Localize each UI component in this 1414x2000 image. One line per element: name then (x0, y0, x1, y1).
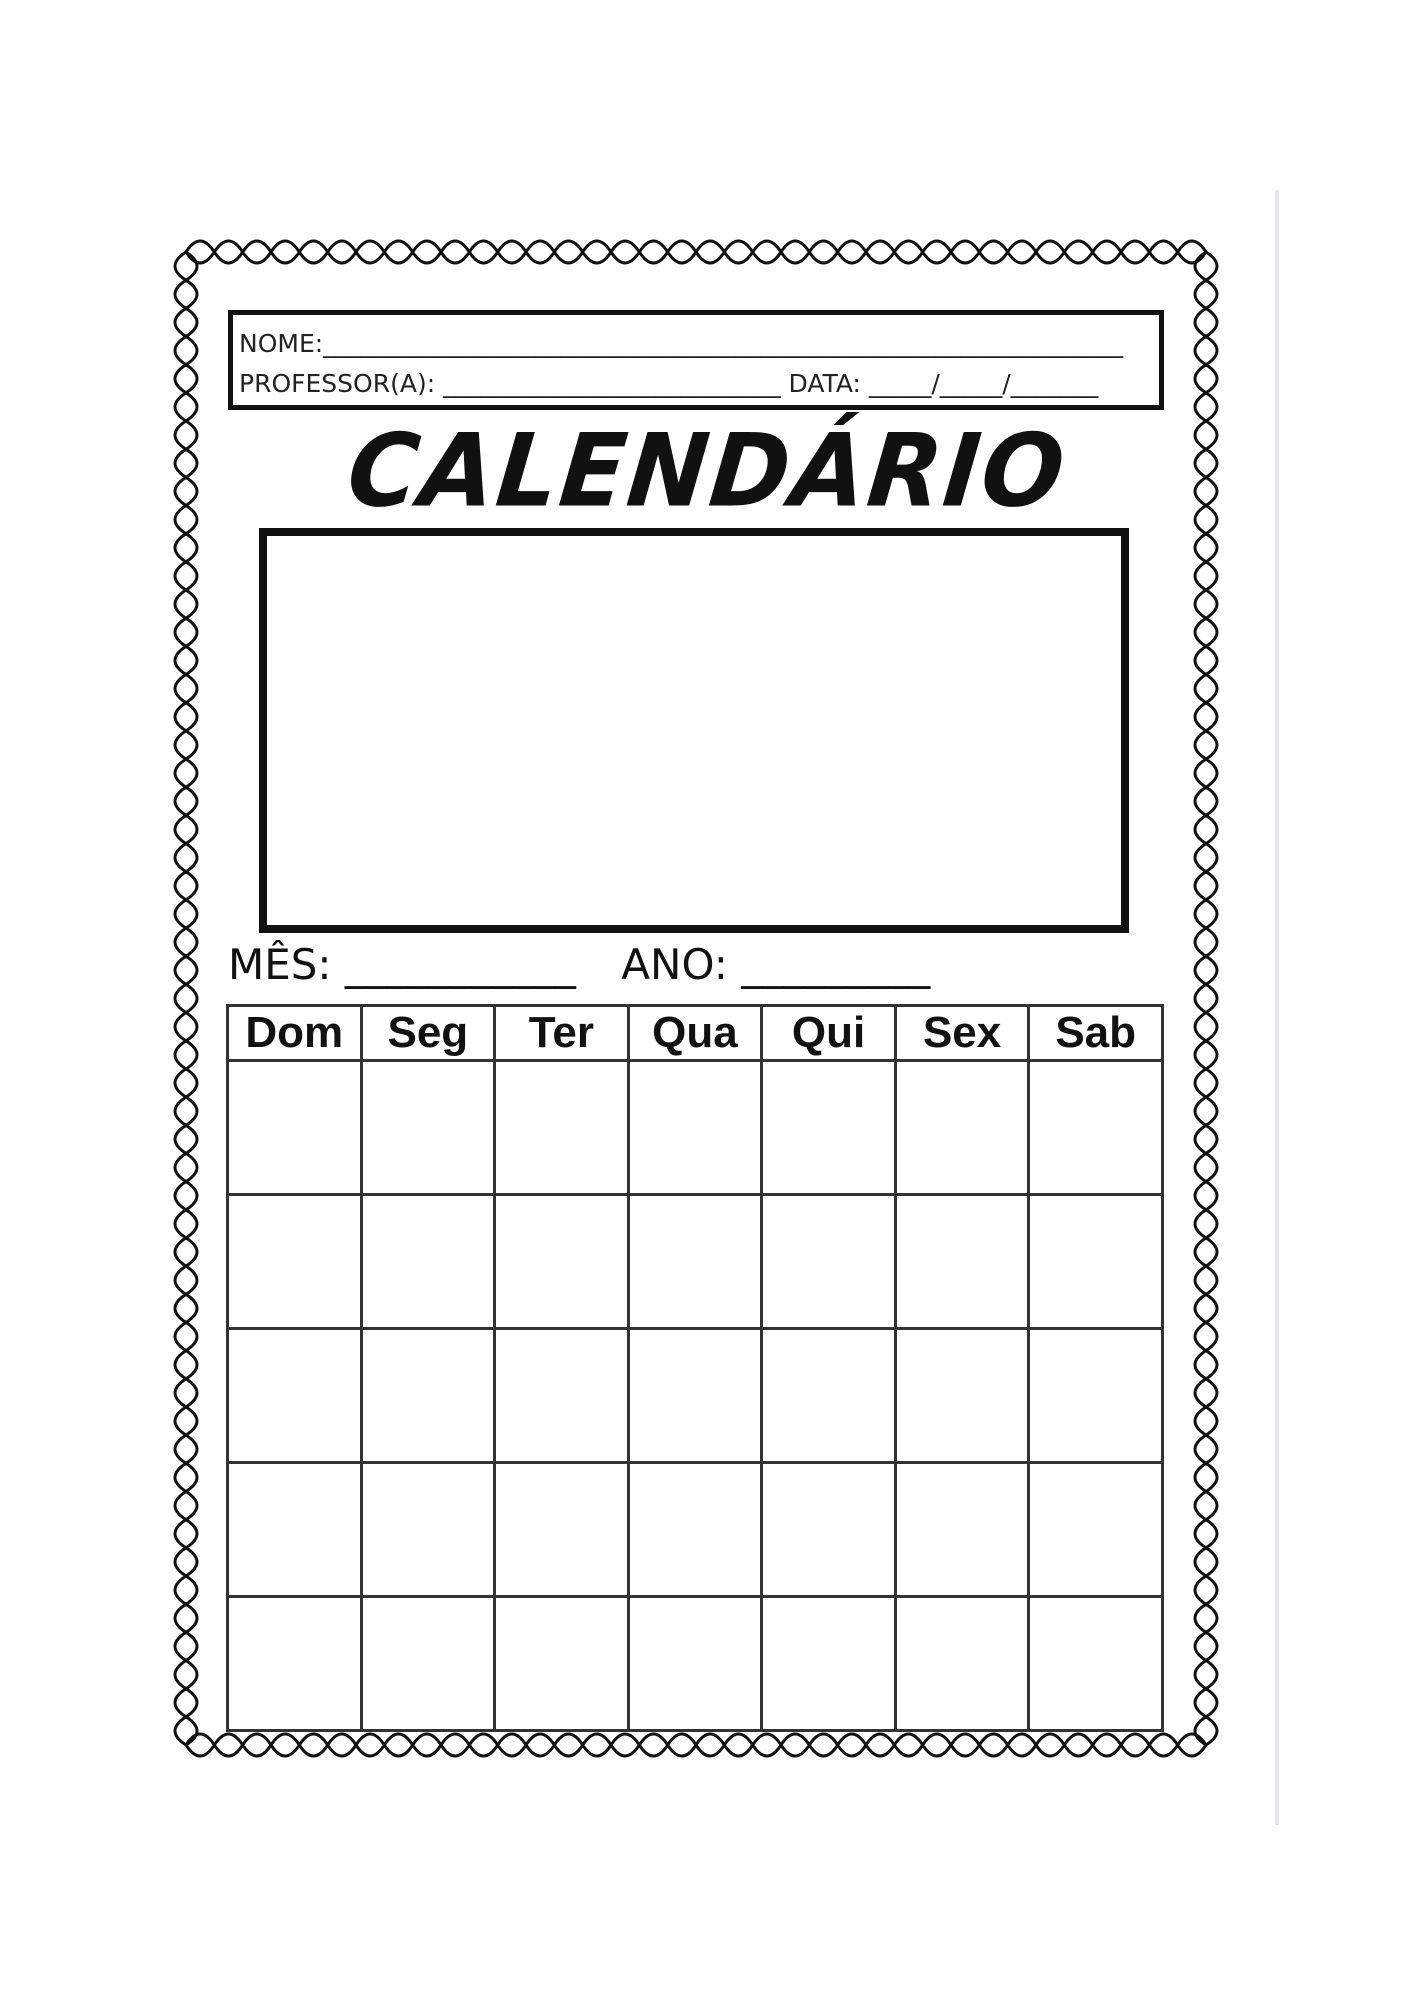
day-cell[interactable] (895, 1329, 1029, 1463)
weekday-header: Ter (495, 1006, 629, 1061)
day-cell[interactable] (628, 1195, 762, 1329)
day-cell[interactable] (361, 1463, 495, 1597)
day-cell[interactable] (1029, 1597, 1163, 1731)
day-cell[interactable] (895, 1195, 1029, 1329)
day-cell[interactable] (228, 1597, 362, 1731)
student-info-box (228, 310, 1164, 410)
day-cell[interactable] (1029, 1463, 1163, 1597)
drawing-box[interactable] (259, 528, 1129, 933)
day-cell[interactable] (628, 1463, 762, 1597)
day-cell[interactable] (361, 1329, 495, 1463)
day-cell[interactable] (1029, 1061, 1163, 1195)
year-field[interactable]: ANO: _________ (621, 940, 931, 989)
day-cell[interactable] (1029, 1329, 1163, 1463)
week-row (228, 1463, 1163, 1597)
day-cell[interactable] (762, 1195, 896, 1329)
day-cell[interactable] (495, 1061, 629, 1195)
day-cell[interactable] (361, 1195, 495, 1329)
name-field[interactable]: NOME:________________________________________________________________ (239, 329, 1124, 358)
day-cell[interactable] (228, 1329, 362, 1463)
day-cell[interactable] (495, 1329, 629, 1463)
day-cell[interactable] (495, 1195, 629, 1329)
day-cell[interactable] (762, 1597, 896, 1731)
month-year-row (228, 940, 930, 989)
day-cell[interactable] (895, 1061, 1029, 1195)
day-cell[interactable] (495, 1597, 629, 1731)
week-row (228, 1597, 1163, 1731)
week-row (228, 1195, 1163, 1329)
calendar-body (228, 1061, 1163, 1731)
week-row (228, 1061, 1163, 1195)
weekday-header: Qui (762, 1006, 896, 1061)
day-cell[interactable] (628, 1061, 762, 1195)
weekday-header: Qua (628, 1006, 762, 1061)
day-cell[interactable] (228, 1463, 362, 1597)
month-field[interactable]: MÊS: ___________ (228, 940, 576, 989)
day-cell[interactable] (228, 1061, 362, 1195)
day-cell[interactable] (628, 1329, 762, 1463)
day-cell[interactable] (895, 1463, 1029, 1597)
day-cell[interactable] (495, 1463, 629, 1597)
day-cell[interactable] (762, 1329, 896, 1463)
teacher-date-field[interactable]: PROFESSOR(A): ___________________________ DATA: _____/_____/_______ (239, 369, 1099, 398)
weekday-header-row (228, 1006, 1163, 1061)
week-row (228, 1329, 1163, 1463)
day-cell[interactable] (361, 1597, 495, 1731)
day-cell[interactable] (628, 1597, 762, 1731)
weekday-header: Dom (228, 1006, 362, 1061)
weekday-header: Sab (1029, 1006, 1163, 1061)
page-title: CALENDÁRIO (342, 412, 1072, 530)
weekday-header: Seg (361, 1006, 495, 1061)
calendar-grid (226, 1004, 1164, 1732)
day-cell[interactable] (762, 1061, 896, 1195)
weekday-header: Sex (895, 1006, 1029, 1061)
day-cell[interactable] (228, 1195, 362, 1329)
day-cell[interactable] (1029, 1195, 1163, 1329)
day-cell[interactable] (762, 1463, 896, 1597)
day-cell[interactable] (361, 1061, 495, 1195)
day-cell[interactable] (895, 1597, 1029, 1731)
